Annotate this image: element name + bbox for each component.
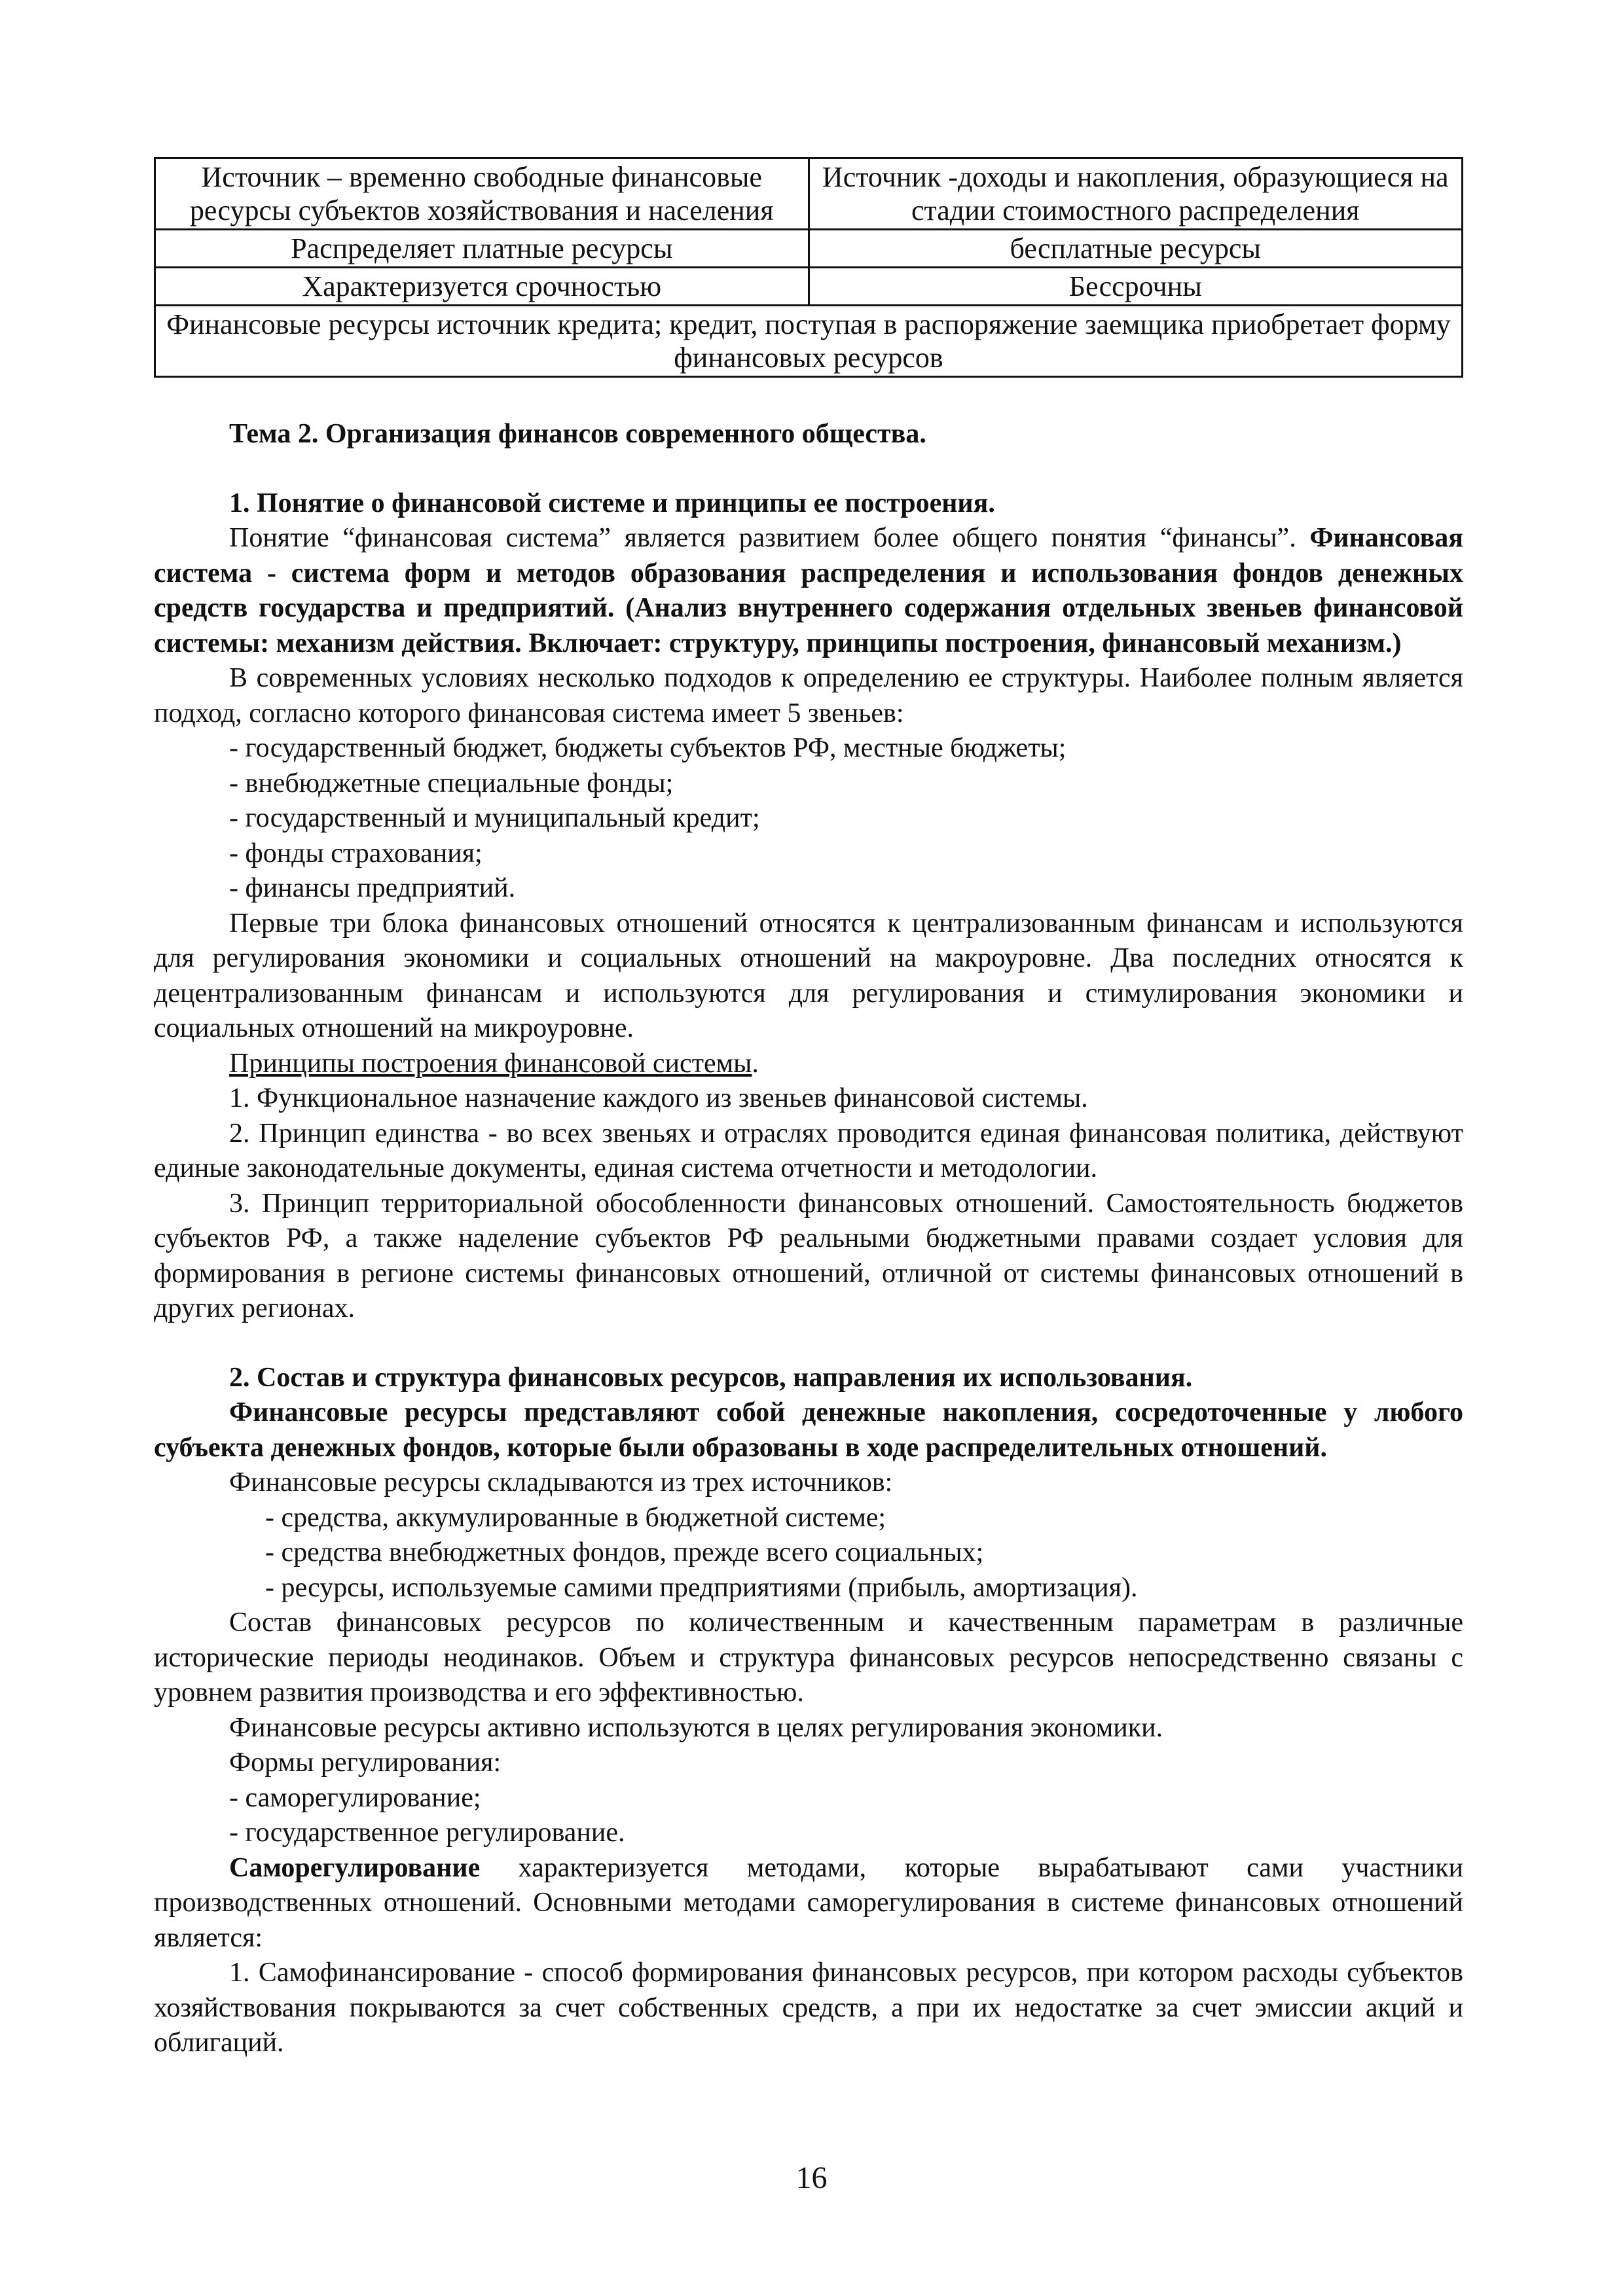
list-item: - средства, аккумулированные в бюджетной системе; [265,1502,886,1533]
table-row [155,268,1463,306]
list-item: - средства внебюджетных фондов, прежде всего социальных; [265,1537,984,1568]
section1-paragraph [154,521,1463,661]
text-span: Понятие “финансовая система” является развитием более общего понятия “финансы”. [229,523,1310,553]
list-title: Формы регулирования: [229,1748,501,1778]
section1-title: 1. Понятие о финансовой системе и принципы ее построения. [229,488,995,518]
principles-heading [154,1047,1463,1082]
document-body [154,417,1463,2061]
principle-item: 1. Функциональное назначение каждого из звеньев финансовой системы. [229,1083,1088,1113]
term-bold: Саморегулирование [229,1852,481,1883]
list-item: - государственный и муниципальный кредит; [229,803,760,833]
table-row [155,158,1463,230]
table-cell: Бессрочны [809,268,1463,306]
list-item: - фонды страхования; [229,838,483,869]
definition-bold: Финансовая система - система форм и методов образования распределения и использования фондов денежных средств государства и предприятий. (Анализ внутреннего содержания отдельных звеньев финансовой системы: механизм действия. Включает: структуру, принципы построения, финансовый механизм.) [154,523,1463,658]
definition-bold: Финансовые ресурсы представляют собой денежные накопления, сосредоточенные у любого субъекта денежных фондов, которые были образованы в ходе распределительных отношений. [154,1397,1463,1463]
section1-paragraph: Первые три блока финансовых отношений относятся к централизованным финансам и используются для регулирования экономики и социальных отношений на макроуровне. Два последних относятся к децентрализованным финансам и используются для регулирования и стимулирования экономики и социальных отношений на микроуровне. [154,908,1463,1043]
table-cell: Источник -доходы и накопления, образующиеся на стадии стоимостного распределения [809,158,1463,230]
section2-paragraph: Финансовые ресурсы активно используются в целях регулирования экономики. [229,1712,1163,1743]
method-item: 1. Самофинансирование - способ формирования финансовых ресурсов, при котором расходы субъектов хозяйствования покрываются за счет собственных средств, а при их недостатке за счет эмиссии акций и облигаций. [154,1958,1463,2058]
list-item: - государственное регулирование. [229,1818,625,1848]
list-item: - финансы предприятий. [229,873,516,903]
table-row [155,306,1463,377]
page-content [154,157,1463,2061]
list-item: - государственный бюджет, бюджеты субъектов РФ, местные бюджеты; [229,733,1067,763]
comparison-table [154,157,1463,378]
principle-item: 2. Принцип единства - во всех звеньях и отраслях проводится единая финансовая политика, действуют единые законодательные документы, единая система отчетности и методологии. [154,1118,1463,1183]
section2-title: 2. Состав и структура финансовых ресурсов, направления их использования. [229,1362,1193,1393]
section2-paragraph [154,1851,1463,1956]
section2-paragraph: Финансовые ресурсы складываются из трех источников: [229,1467,893,1498]
table-cell: Характеризуется срочностью [155,268,809,306]
table-cell: бесплатные ресурсы [809,230,1463,268]
text-span: характеризуется методами, которые вырабатывают сами участники производственных отношений. Основными методами саморегулирования в системе финансовых отношений является: [154,1852,1463,1953]
table-cell: Источник – временно свободные финансовые ресурсы субъектов хозяйствования и населения [155,158,809,230]
section2-paragraph: Состав финансовых ресурсов по количественным и качественным параметрам в различные исторические периоды неодинаков. Объем и структура финансовых ресурсов непосредственно связаны с уровнем развития производства и его эффективностью. [154,1607,1463,1708]
section1-paragraph: В современных условиях несколько подходов к определению ее структуры. Наиболее полным является подход, согласно которого финансовая система имеет 5 звеньев: [154,663,1463,728]
underlined-title: Принципы построения финансовой системы [229,1048,752,1079]
table-row [155,230,1463,268]
list-item: - саморегулирование; [229,1782,481,1813]
list-item: - ресурсы, используемые самими предприятиями (прибыль, амортизация). [265,1572,1138,1603]
table-footer-cell: Финансовые ресурсы источник кредита; кредит, поступая в распоряжение заемщика приобретает форму финансовых ресурсов [155,306,1463,377]
list-item: - внебюджетные специальные фонды; [229,768,674,798]
page-number: 16 [795,2161,828,2195]
principle-item: 3. Принцип территориальной обособленности финансовых отношений. Самостоятельность бюджетов субъектов РФ, а также наделение субъектов РФ реальными бюджетными правами создает условия для формирования в регионе системы финансовых отношений, отличной от системы финансовых отношений в других регионах. [154,1188,1463,1323]
table-cell: Распределяет платные ресурсы [155,230,809,268]
section2-definition [154,1395,1463,1465]
topic-heading: Тема 2. Организация финансов современного общества. [229,419,926,449]
text-span: . [752,1048,759,1079]
